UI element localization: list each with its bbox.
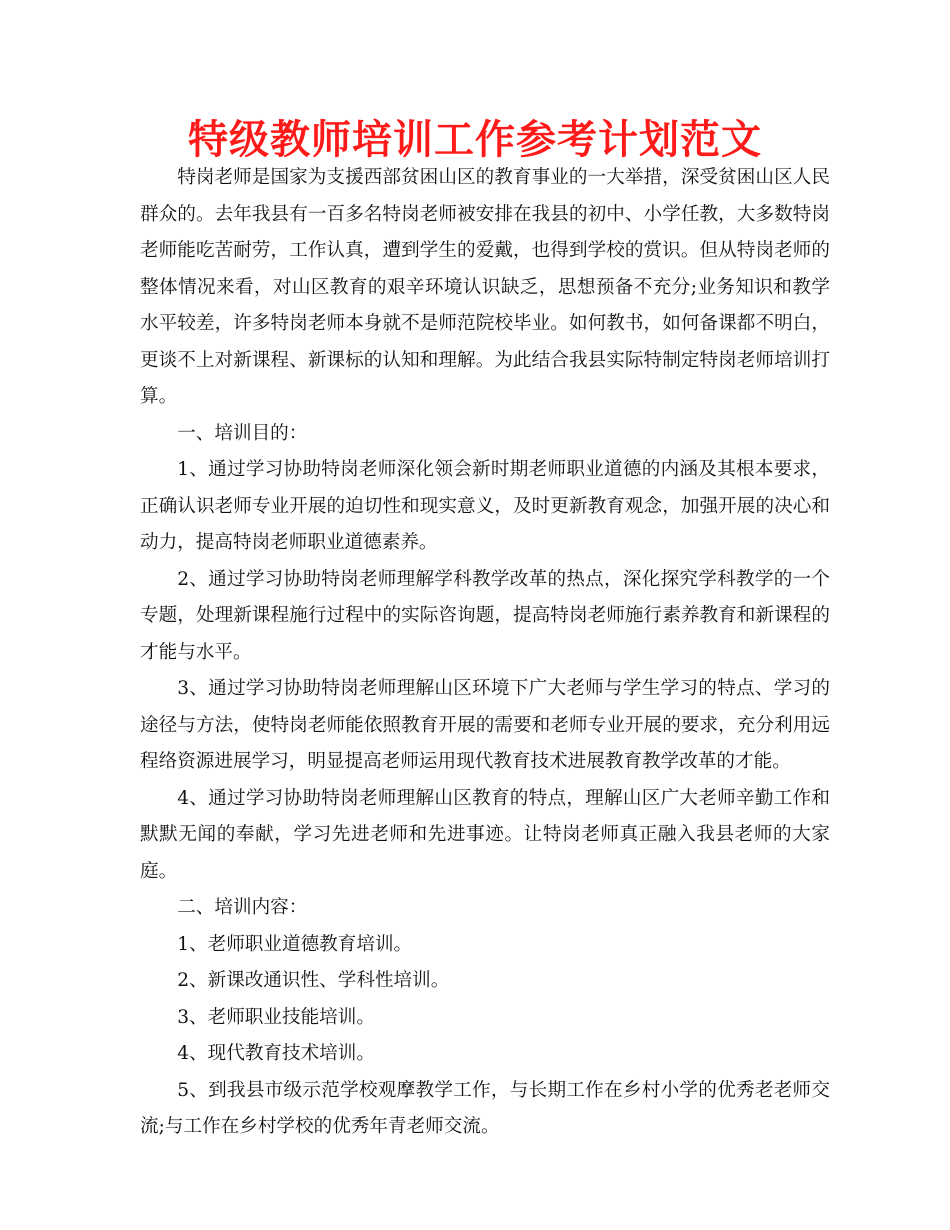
- document-body: [140, 160, 830, 1146]
- section-heading-goals: 一、培训目的：: [177, 422, 308, 444]
- goal-item-4: 4、通过学习协助特岗老师理解山区教育的特点，理解山区广大老师辛勤工作和默默无闻的奉献，学习先进老师和先进事迹。让特岗老师真正融入我县老师的大家庭。: [140, 787, 830, 882]
- section-heading-content: 二、培训内容：: [177, 897, 308, 918]
- content-item-4: 4、现代教育技术培训。: [177, 1043, 375, 1064]
- content-item-3: 3、老师职业技能培训。: [177, 1006, 375, 1028]
- content-item-2: 2、新课改通识性、学科性培训。: [177, 970, 450, 991]
- document-title: 特级教师培训工作参考计划范文: [188, 117, 762, 163]
- intro-paragraph: 特岗老师是国家为支援西部贫困山区的教育事业的一大举措，深受贫困山区人民群众的。去年我县有一百多名特岗老师被安排在我县的初中、小学任教，大多数特岗老师能吃苦耐劳，工作认真，遭到学生的爱戴，也得到学校的赏识。但从特岗老师的整体情况来看，对山区教育的艰辛环境认识缺乏，思想预备不充分;业务知识和教学水平较差，许多特岗老师本身就不是师范院校毕业。如何教书，如何备课都不明白，更谈不上对新课程、新课标的认知和理解。为此结合我县实际特制定特岗老师培训打算。: [140, 167, 830, 407]
- content-item-5: 5、到我县市级示范学校观摩教学工作，与长期工作在乡村小学的优秀老老师交流;与工作在乡村学校的优秀年青老师交流。: [140, 1079, 830, 1137]
- content-item-1: 1、老师职业道德教育培训。: [177, 933, 413, 955]
- goal-item-2: 2、通过学习协助特岗老师理解学科教学改革的热点，深化探究学科教学的一个专题，处理新课程施行过程中的实际咨询题，提高特岗老师施行素养教育和新课程的才能与水平。: [140, 568, 830, 663]
- goal-item-3: 3、通过学习协助特岗老师理解山区环境下广大老师与学生学习的特点、学习的途径与方法，使特岗老师能依照教育开展的需要和老师专业开展的要求，充分利用远程络资源进展学习，明显提高老师运用现代教育技术进展教育教学改革的才能。: [140, 678, 830, 772]
- goal-item-1: 1、通过学习协助特岗老师深化领会新时期老师职业道德的内涵及其根本要求，正确认识老师专业开展的迫切性和现实意义，及时更新教育观念，加强开展的决心和动力，提高特岗老师职业道德素养。: [140, 459, 830, 553]
